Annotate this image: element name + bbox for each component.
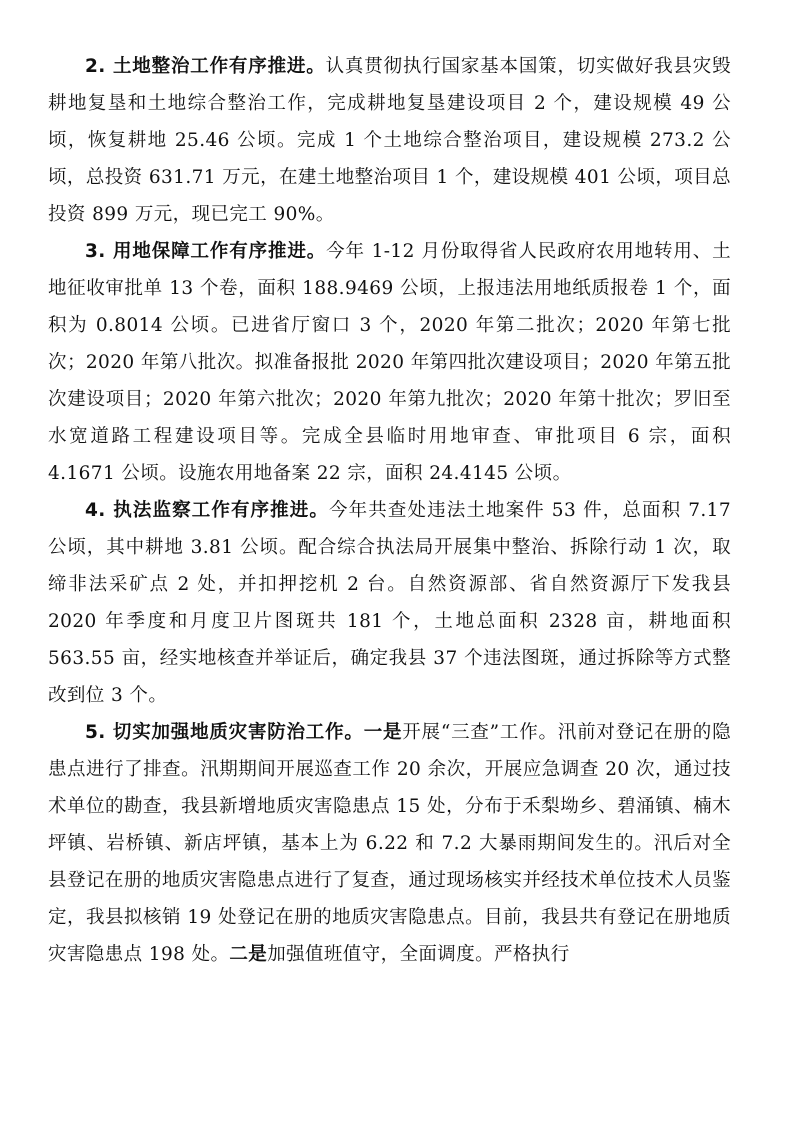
paragraph-geological-hazard	[48, 714, 731, 973]
paragraph-body: 认真贯彻执行国家基本国策，切实做好我县灾毁耕地复垦和土地综合整治工作，完成耕地复垦建设项目 2 个，建设规模 49 公顷，恢复耕地 25.46 公顷。完成 1 个土地综合整治项目，建设规模 273.2 公顷，总投资 631.71 万元，在建土地整治项目 1 个，建设规模 401 公顷，项目总投资 899 万元，现已完工 90%。	[48, 56, 731, 225]
paragraph-heading: 2. 土地整治工作有序推进。	[85, 56, 326, 77]
paragraph-land-use-guarantee	[48, 233, 731, 492]
paragraph-body: 今年共查处违法土地案件 53 件，总面积 7.17 公顷，其中耕地 3.81 公顷。配合综合执法局开展集中整治、拆除行动 1 次，取缔非法采矿点 2 处，并扣押挖机 2 台。自然资源部、省自然资源厅下发我县 2020 年季度和月度卫片图斑共 181 个，土地总面积 2328 亩，耕地面积 563.55 亩，经实地核查并举证后，确定我县 37 个违法图斑，通过拆除等方式整改到位 3 个。	[48, 500, 731, 706]
paragraph-heading: 4. 执法监察工作有序推进。	[85, 500, 330, 521]
paragraph-body-continued: 加强值班值守，全面调度。严格执行	[267, 944, 570, 965]
paragraph-land-remediation	[48, 48, 731, 233]
emphasis-first: 一是	[363, 722, 403, 743]
paragraph-heading: 3. 用地保障工作有序推进。	[85, 241, 327, 262]
paragraph-law-enforcement	[48, 492, 731, 714]
emphasis-second: 二是	[229, 944, 268, 965]
paragraph-body: 今年 1-12 月份取得省人民政府农用地转用、土地征收审批单 13 个卷，面积 188.9469 公顷，上报违法用地纸质报卷 1 个，面积为 0.8014 公顷。已进省厅窗口 3 个，2020 年第二批次；2020 年第七批次；2020 年第八批次。拟准备报批 2020 年第四批次建设项目；2020 年第五批次建设项目；2020 年第六批次；2020 年第九批次；2020 年第十批次；罗旧至水宽道路工程建设项目等。完成全县临时用地审查、审批项目 6 宗，面积 4.1671 公顷。设施农用地备案 22 宗，面积 24.4145 公顷。	[48, 241, 731, 484]
paragraph-body: 开展“三查”工作。汛前对登记在册的隐患点进行了排查。汛期期间开展巡查工作 20 余次，开展应急调查 20 次，通过技术单位的勘查，我县新增地质灾害隐患点 15 处，分布于禾梨坳乡、碧涌镇、楠木坪镇、岩桥镇、新店坪镇，基本上为 6.22 和 7.2 大暴雨期间发生的。汛后对全县登记在册的地质灾害隐患点进行了复查，通过现场核实并经技术单位技术人员鉴定，我县拟核销 19 处登记在册的地质灾害隐患点。目前，我县共有登记在册地质灾害隐患点 198 处。	[48, 722, 731, 965]
paragraph-heading: 5. 切实加强地质灾害防治工作。	[85, 722, 364, 743]
